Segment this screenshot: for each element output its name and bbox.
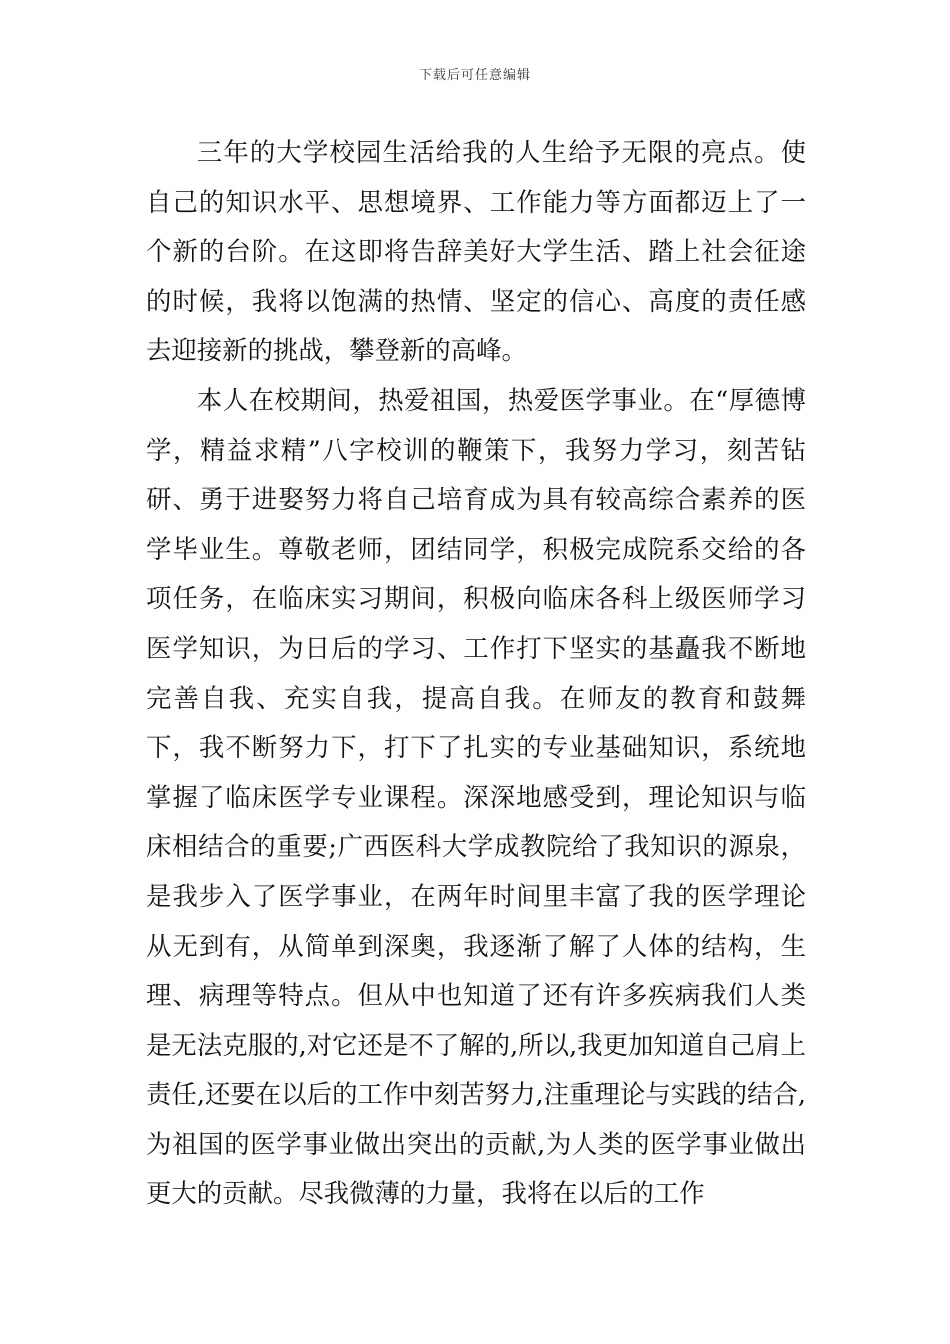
- page-header: 下载后可任意编辑: [418, 68, 531, 83]
- document-body: [146, 128, 806, 1219]
- paragraph-1: 三年的大学校园生活给我的人生给予无限的亮点。使自己的知识水平、思想境界、工作能力等方面都迈上了一个新的台阶。在这即将告辞美好大学生活、踏上社会征途的时候，我将以饱满的热情、坚定的信心、高度的责任感去迎接新的挑战，攀登新的高峰。: [146, 137, 806, 366]
- paragraph-2: 本人在校期间，热爱祖国，热爱医学事业。在“厚德博学，精益求精”八字校训的鞭策下，我努力学习，刻苦钻研、勇于进娶努力将自己培育成为具有较高综合素养的医学毕业生。尊敬老师，团结同学，积极完成院系交给的各项任务，在临床实习期间，积极向临床各科上级医师学习医学知识，为日后的学习、工作打下坚实的基矗我不断地完善自我、充实自我，提高自我。在师友的教育和鼓舞下，我不断努力下，打下了扎实的专业基础知识，系统地掌握了临床医学专业课程。深深地感受到，理论知识与临床相结合的重要;广西医科大学成教院给了我知识的源泉，是我步入了医学事业，在两年时间里丰富了我的医学理论从无到有，从简单到深奥，我逐渐了解了人体的结构，生理、病理等特点。但从中也知道了还有许多疾病我们人类是无法克服的,对它还是不了解的,所以,我更加知道自己肩上责任,还要在以后的工作中刻苦努力,注重理论与实践的结合,为祖国的医学事业做出突出的贡献,为人类的医学事业做出更大的贡献。尽我微薄的力量，我将在以后的工作: [146, 384, 806, 1209]
